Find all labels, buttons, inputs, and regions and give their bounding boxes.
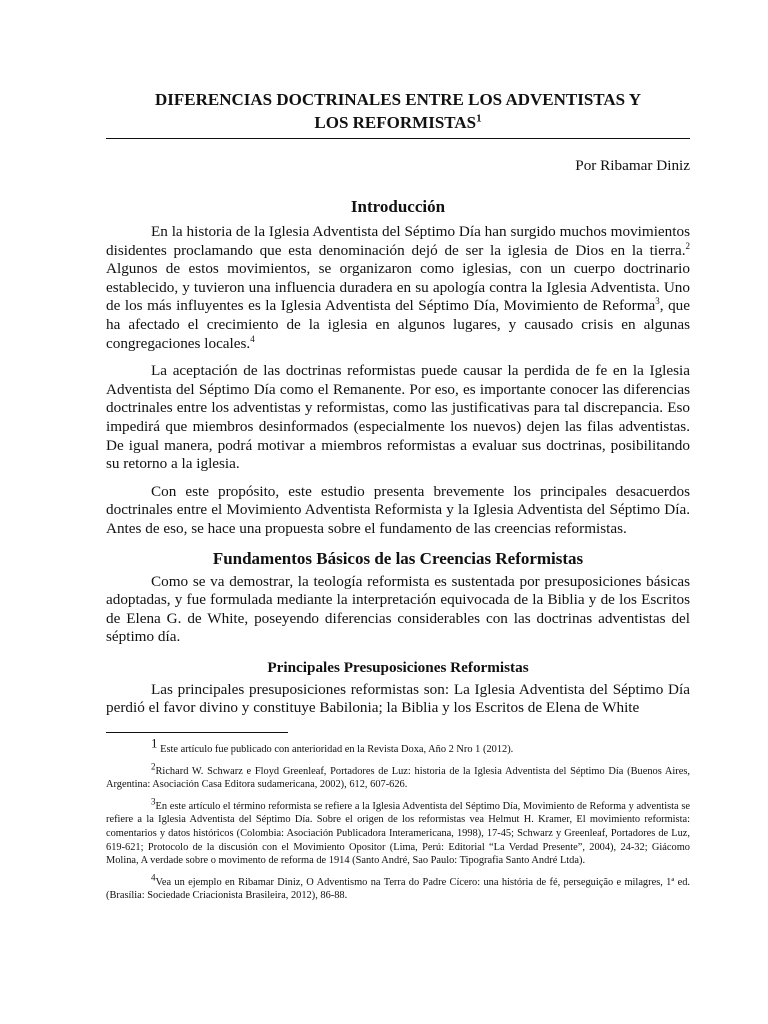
title-line-1: DIFERENCIAS DOCTRINALES ENTRE LOS ADVENTISTAS Y [154, 90, 642, 109]
document-page [106, 88, 690, 911]
footnote-text-2: Richard W. Schwarz e Floyd Greenleaf, Portadores de Luz: historia de la Iglesia Adventista del Séptimo Día (Buenos Aires, Argentina: Asociación Casa Editora sudamericana, 2002), 612, 607-626. [106, 765, 690, 791]
title-footnote-ref: 1 [476, 112, 482, 125]
footnote-4 [106, 872, 690, 903]
footnote-text-4: Vea un ejemplo en Ribamar Diniz, O Adventismo na Terra do Padre Cícero: una história de fé, perseguição e milagres, 1ª ed. (Brasília: Sociedade Criacionista Brasileira, 2012), 86-88. [106, 876, 690, 902]
document-title [106, 88, 690, 139]
paragraph-5: Las principales presuposiciones reformistas son: La Iglesia Adventista del Séptimo Día perdió el favor divino y constituye Babilonia; la Biblia y los Escritos de Elena de White [106, 680, 690, 717]
footnote-3 [106, 796, 690, 868]
footnote-divider [106, 732, 288, 733]
footnote-ref-4: 4 [250, 333, 255, 344]
footnote-ref-2: 2 [685, 240, 690, 251]
paragraph-4: Como se va demostrar, la teología reformista es sustentada por presuposiciones básicas adoptadas, y fue formulada mediante la interpretación equivocada de la Biblia y de los Escritos de Elena G. de White, poseyendo diferencias considerables con las doctrinas adventistas del séptimo día. [106, 572, 690, 646]
footnote-1 [106, 735, 690, 757]
title-line-2: LOS REFORMISTAS [314, 113, 477, 132]
subsection-heading-presuposiciones: Principales Presuposiciones Reformistas [267, 658, 529, 676]
author-byline: Por Ribamar Diniz [575, 157, 690, 174]
footnote-text-3: En este artículo el término reformista se refiere a la Iglesia Adventista del Séptimo Día, Movimiento de Reforma y adventista se refiere a la Iglesia Adventista del Séptimo Día. Sobre el origen de los reformistas vea Helmut H. Kramer, El movimiento reformista: comentarios y datos históricos (Colombia: Asociación Publicadora Interamericana, 1998), 17-45; Schwarz y Greenleaf, Portadores de Luz, 619-621; Protocolo de la discusión con el Movimiento Opositor (Lima, Perú: Editorial “La Verdad Presente”, 2004), 24-32; Giácomo Molina, A verdade sobre o movimento de reforma de 1914 (Santo André, Sao Paulo: Tipografia Santo André Ltda). [106, 800, 690, 867]
footnote-number-4: 4 [151, 872, 156, 883]
paragraph-1-part-c: , que ha afectado el crecimiento de la iglesia en algunos lugares, y causado crisis en algunas congregaciones locales. [106, 297, 690, 352]
paragraph-1 [106, 223, 690, 353]
footnote-number-2: 2 [151, 761, 156, 772]
footnote-ref-3: 3 [655, 296, 660, 307]
paragraph-1-part-b: Algunos de estos movimientos, se organizaron como iglesias, con un cuerpo doctrinario establecido, y tuvieron una influencia duradera en su apología contra la Iglesia Adventista. Uno de los más influyentes es la Iglesia Adventista del Séptimo Día, Movimiento de Reforma [106, 260, 690, 315]
paragraph-3: Con este propósito, este estudio presenta brevemente los principales desacuerdos doctrinales entre el Movimiento Adventista Reformista y la Iglesia Adventista del Séptimo Día. Antes de eso, se hace una propuesta sobre el fundamento de las creencias reformistas. [106, 482, 690, 537]
paragraph-2: La aceptación de las doctrinas reformistas puede causar la perdida de fe en la Iglesia Adventista del Séptimo Día como el Remanente. Por eso, es importante conocer las diferencias doctrinales entre los adventistas y reformistas, como las justificativas para tal discrepancia. Eso impedirá que miembros desinformados (especialmente los nuevos) dejen las filas adventistas. De igual manera, podrá motivar a miembros reformistas a evaluar sus doctrinas, posibilitando su retorno a la iglesia. [106, 362, 690, 473]
section-heading-introduccion: Introducción [350, 197, 446, 216]
footnote-2 [106, 761, 690, 792]
footnote-text-1: Este artículo fue publicado con anterioridad en la Revista Doxa, Año 2 Nro 1 (2012). [157, 744, 514, 756]
footnote-number-3: 3 [151, 796, 156, 807]
paragraph-1-part-a: En la historia de la Iglesia Adventista del Séptimo Día han surgido muchos movimientos disidentes proclamando que esta denominación dejó de ser la iglesia de Dios en la tierra. [106, 223, 690, 259]
footnote-number-1: 1 [151, 735, 158, 751]
section-heading-fundamentos: Fundamentos Básicos de las Creencias Reformistas [212, 548, 584, 568]
